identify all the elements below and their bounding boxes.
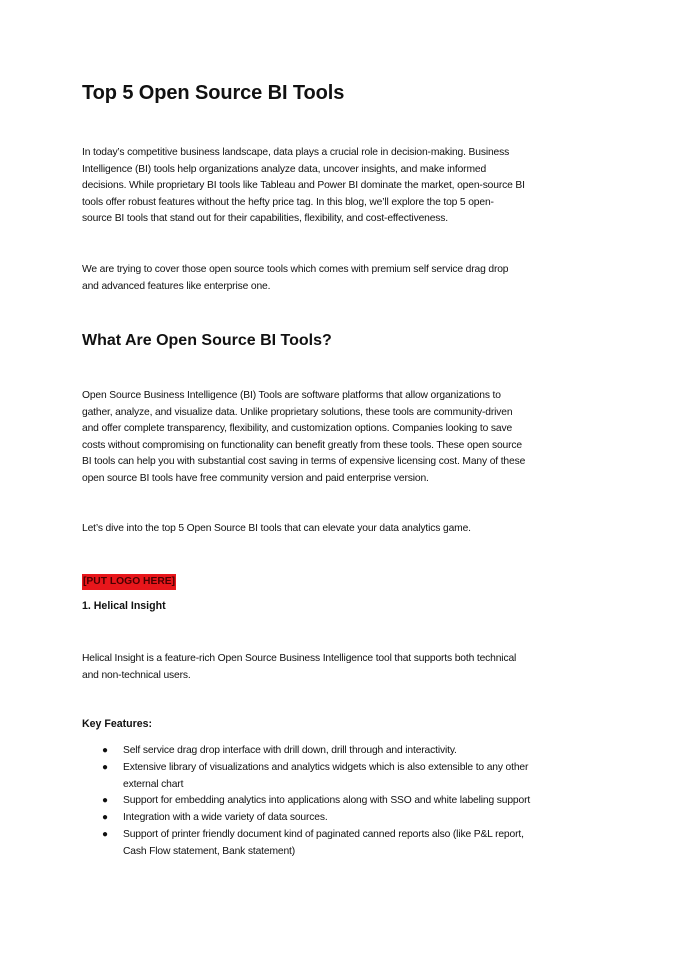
feature-line: Extensive library of visualizations and analytics widgets which is also extensible to any other [123,761,529,773]
bullet-icon: ● [102,812,108,824]
tool1-heading: 1. Helical Insight [82,600,166,612]
intro-line: tools offer robust features without the hefty price tag. In this blog, we’ll explore the top 5 open- [82,196,494,208]
what-line: Open Source Business Intelligence (BI) Tools are software platforms that allow organizations to [82,390,501,401]
intro-line: decisions. While proprietary BI tools like Tableau and Power BI dominate the market, open-source BI [82,180,525,192]
what-line: gather, analyze, and visualize data. Unlike proprietary solutions, these tools are community-driven [82,406,513,418]
what-line: BI tools can help you with substantial cost saving in terms of expensive licensing cost. Many of these [82,456,526,468]
list-item [82,743,594,760]
tool1-desc-line: Helical Insight is a feature-rich Open Source Business Intelligence tool that supports both technical [82,653,517,664]
feature-line: Support for embedding analytics into applications along with SSO and white labeling support [123,795,531,807]
intro-line: Intelligence (BI) tools help organizations analyze data, uncover insights, and make informed [82,163,487,175]
bullet-icon: ● [102,795,108,807]
feature-line: Support of printer friendly document kind of paginated canned reports also (like P&L report, [123,828,524,840]
bullet-icon: ● [102,761,108,773]
intro-paragraph [82,145,594,228]
logo-placeholder: [PUT LOGO HERE] [82,574,176,590]
cover-line: and advanced features like enterprise one. [82,280,271,292]
what-paragraph [82,388,594,488]
tool1-desc-line: and non-technical users. [82,669,191,681]
what-line: and offer complete transparency, flexibility, and customization options. Companies looking to save [82,423,513,435]
intro-line: source BI tools that stand out for their capabilities, flexibility, and cost-effectiveness. [82,213,449,225]
key-features-list [82,743,594,861]
feature-line: Integration with a wide variety of data sources. [123,812,328,824]
bullet-icon: ● [102,828,108,840]
cover-paragraph [82,262,594,295]
feature-line: Self service drag drop interface with drill down, drill through and interactivity. [123,745,457,756]
feature-line: Cash Flow statement, Bank statement) [123,845,296,857]
dive-line: Let’s dive into the top 5 Open Source BI tools that can elevate your data analytics game. [82,523,471,534]
list-item [82,760,594,794]
bullet-icon: ● [102,745,108,756]
intro-line: In today’s competitive business landscape, data plays a crucial role in decision-making. Business [82,147,510,158]
dive-paragraph [82,521,594,538]
list-item [82,793,594,810]
tool1-description [82,651,594,684]
list-item [82,827,594,861]
key-features-label: Key Features: [82,718,153,730]
list-item [82,810,594,827]
what-heading: What Are Open Source BI Tools? [82,332,332,349]
page-title: Top 5 Open Source BI Tools [82,82,345,104]
what-line: costs without compromising on functionality can benefit greatly from these tools. These open source [82,439,522,451]
cover-line: We are trying to cover those open source tools which comes with premium self service drag drop [82,264,509,275]
what-line: open source BI tools have free community version and paid enterprise version. [82,472,429,484]
feature-line: external chart [123,778,184,790]
